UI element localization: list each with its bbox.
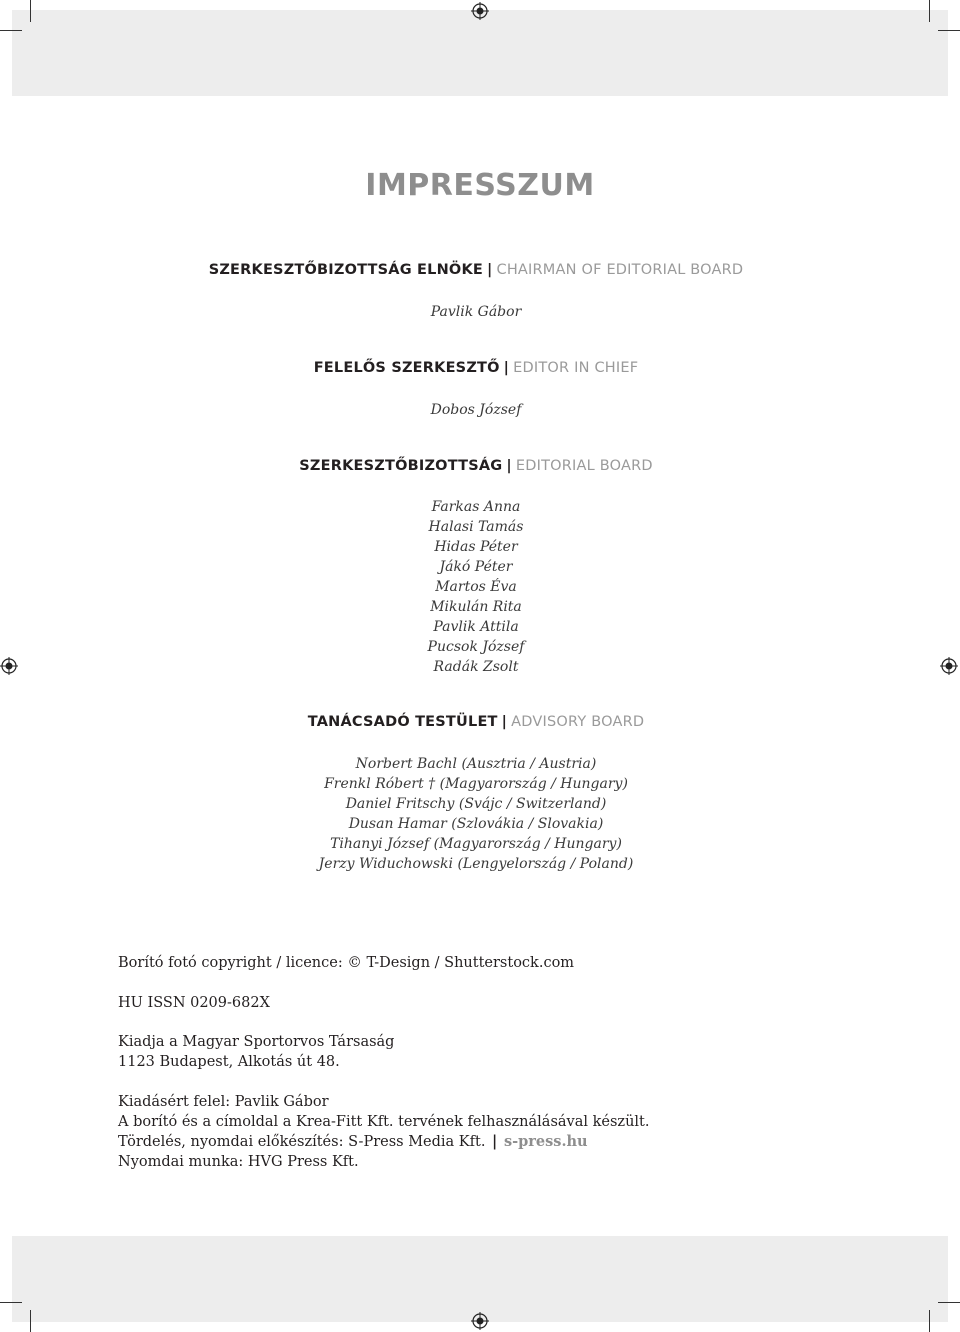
section-heading-en: CHAIRMAN OF EDITORIAL BOARD [496, 262, 744, 278]
section-heading-chairman [0, 262, 952, 278]
address-text: 1123 Budapest, Alkotás út 48. [118, 1054, 340, 1070]
section-heading-hu: SZERKESZTŐBIZOTTSÁG [299, 458, 503, 474]
person-name: Jerzy Widuchowski (Lengyelország / Poland) [318, 856, 634, 872]
editor-names [0, 400, 952, 420]
crop-mark [938, 30, 960, 31]
crop-mark [30, 1310, 31, 1332]
crop-mark [929, 1310, 930, 1332]
typesetting-separator: | [492, 1133, 498, 1150]
credits-block [118, 1092, 649, 1172]
registration-mark-icon [471, 1312, 489, 1330]
person-name: Tihanyi József (Magyarország / Hungary) [330, 836, 622, 852]
person-name: Pavlik Gábor [430, 304, 522, 320]
person-name: Jákó Péter [439, 559, 513, 575]
issn-text: HU ISSN 0209-682X [118, 995, 270, 1011]
person-name: Dusan Hamar (Szlovákia / Slovakia) [348, 816, 604, 832]
section-heading-editor [0, 360, 952, 376]
cover-design-text: A borító és a címoldal a Krea-Fitt Kft. tervének felhasználásával készült. [118, 1114, 650, 1130]
section-heading-en: ADVISORY BOARD [511, 714, 645, 730]
crop-mark [929, 0, 930, 22]
section-heading-en: EDITORIAL BOARD [515, 458, 653, 474]
page-title: IMPRESSZUM [365, 168, 595, 203]
person-name: Martos Éva [435, 579, 517, 595]
person-name: Halasi Tamás [428, 519, 524, 535]
publisher-block [118, 1032, 394, 1072]
person-name: Daniel Fritschy (Svájc / Switzerland) [345, 796, 607, 812]
website-link[interactable]: s-press.hu [503, 1133, 588, 1150]
person-name: Frenkl Róbert † (Magyarország / Hungary) [324, 776, 628, 792]
section-heading-hu: SZERKESZTŐBIZOTTSÁG ELNÖKE [208, 262, 483, 278]
issn-block [118, 993, 270, 1013]
section-heading-separator: | [506, 458, 512, 474]
crop-mark [938, 1302, 960, 1303]
section-heading-editorial-board [0, 458, 952, 474]
section-heading-hu: TANÁCSADÓ TESTÜLET [307, 714, 498, 730]
cover-photo-text: Borító fotó copyright / licence: © T-Design / Shutterstock.com [118, 955, 575, 971]
person-name: Radák Zsolt [433, 659, 519, 675]
responsible-text: Kiadásért felel: Pavlik Gábor [118, 1094, 329, 1110]
bottom-gray-band [12, 1236, 948, 1322]
printing-text: Nyomdai munka: HVG Press Kft. [118, 1154, 359, 1170]
section-heading-separator: | [503, 360, 510, 376]
section-heading-advisory-board [0, 714, 952, 730]
publisher-text: Kiadja a Magyar Sportorvos Társaság [118, 1034, 395, 1050]
registration-mark-icon [471, 2, 489, 20]
section-heading-separator: | [487, 262, 493, 278]
person-name: Farkas Anna [431, 499, 521, 515]
cover-photo-credit [118, 953, 574, 973]
person-name: Dobos József [430, 402, 522, 418]
chairman-names [0, 302, 952, 322]
section-heading-hu: FELELŐS SZERKESZTŐ [313, 360, 500, 376]
typesetting-line [118, 1132, 649, 1152]
crop-mark [0, 30, 22, 31]
advisory-board-names [0, 754, 952, 874]
person-name: Mikulán Rita [430, 599, 522, 615]
crop-mark [0, 1302, 22, 1303]
top-gray-band [12, 10, 948, 96]
typesetting-text: Tördelés, nyomdai előkészítés: S-Press Media Kft. [118, 1134, 486, 1150]
editorial-board-names [0, 497, 952, 677]
person-name: Pucsok József [427, 639, 525, 655]
person-name: Norbert Bachl (Ausztria / Austria) [355, 756, 597, 772]
section-heading-separator: | [501, 714, 508, 730]
section-heading-en: EDITOR IN CHIEF [513, 360, 639, 376]
crop-mark [30, 0, 31, 22]
person-name: Hidas Péter [434, 539, 518, 555]
person-name: Pavlik Attila [433, 619, 519, 635]
